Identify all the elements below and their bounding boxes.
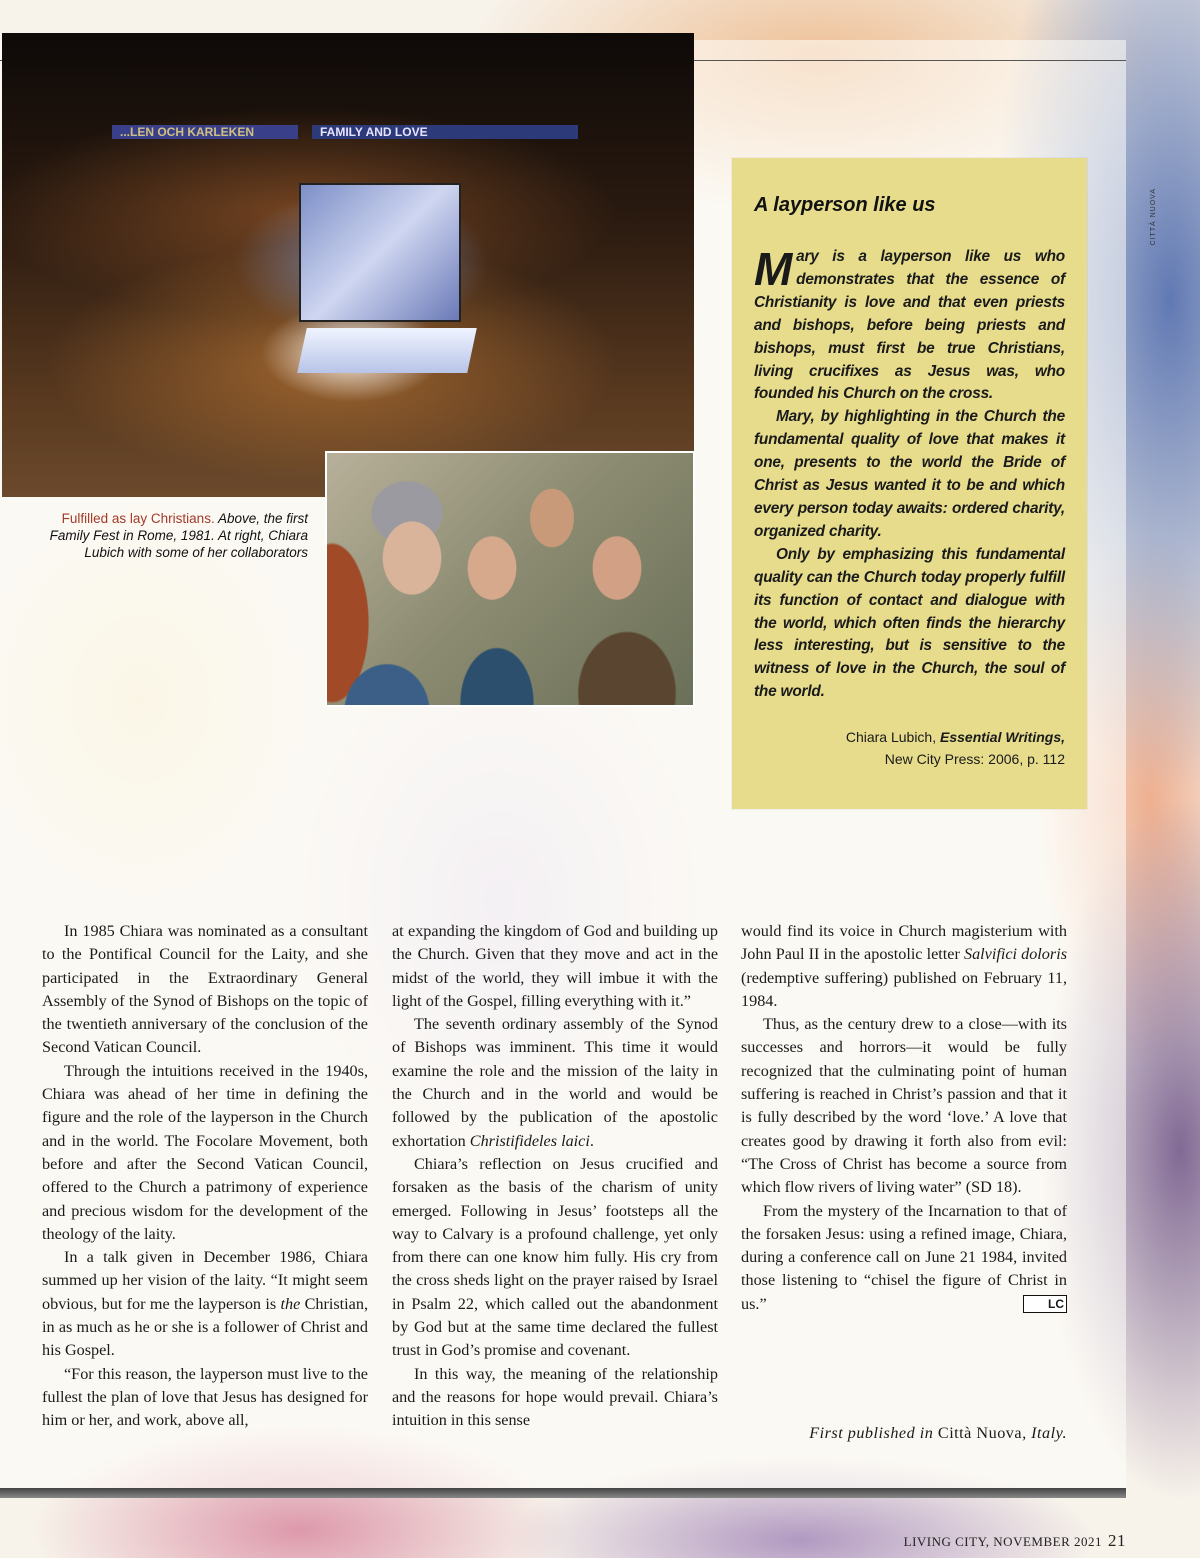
paragraph: Thus, as the century drew to a close—with its successes and horrors—it would be fully recognized that the culminating point of human suffering is reached in Christ’s passion and that it is fully described by the word ‘love.’ A love that creates good by drawing it forth also from evil: “The Cross of Christ has become a source from which flow rivers of living water” (SD 18). [741,1015,1067,1197]
article-column-2 [392,920,718,1433]
paragraph: In a talk given in December 1986, Chiara summed up her vision of the laity. “It might seem obvious, but for me the layperson is the Christian, in as much as he or she is a follower of Christ and his Gospel. [42,1248,368,1360]
sidebar-paragraph-2: Mary, by highlighting in the Church the fundamental quality of love that makes it one, presents to the world the Bride of Christ as Jesus wanted it to be and which every person today awaits: ordered charity, organized charity. [754,408,1065,540]
sidebar-paragraph-1: ary is a layperson like us who demonstrates that the essence of Christianity is love and that even priests and bishops, before being priests and bishops, must first be true Christians, living crucifixes as Jesus was, who founded his Church on the cross. [754,248,1065,403]
end-mark-logo: LC [1023,1295,1067,1313]
photo-credit: CITTÀ NUOVA [1150,188,1157,246]
paragraph: would find its voice in Church magisterium with John Paul II in the apostolic letter Salvifici doloris (redemptive suffering) published on February 11, 1984. [741,922,1067,1010]
paragraph: at expanding the kingdom of God and building up the Church. Given that they move and act in the midst of the world, they will imbue it with the light of the Gospel, filling everything with it.” [392,922,718,1010]
sidebar-quote [754,243,1065,704]
source-publisher: New City Press: 2006, p. 112 [884,751,1065,767]
page-footer [904,1531,1126,1551]
sidebar-source [846,726,1065,770]
arena-banner-main: FAMILY AND LOVE [312,125,578,139]
sidebar-box [732,158,1087,809]
chiara-lubich-collaborators-photo [325,451,695,707]
bottom-rule [0,1488,1126,1498]
caption-text: Above, the first Family Fest in Rome, 1981. At right, Chiara Lubich with some of her collaborators [49,511,308,560]
article-column-3 [741,920,1067,1316]
paragraph: Chiara’s reflection on Jesus crucified and forsaken as the basis of the charism of unity emerged. Following in Jesus’ footsteps all the way to Calvary is a profound challenge, yet only from there can one know him fully. His cry from the cross sheds light on the prayer raised by Israel in Psalm 22, which called out the abandonment by God but at the same time declared the fullest trust in God’s promise and covenant. [392,1154,718,1360]
arena-stage [297,328,477,373]
drop-cap: M [754,243,793,295]
arena-banner-left: ...LEN OCH KARLEKEN [112,125,298,139]
photo-caption [40,510,308,561]
source-title: Essential Writings, [940,729,1065,745]
running-title: LIVING CITY, NOVEMBER 2021 [903,1534,1102,1549]
sidebar-paragraph-3: Only by emphasizing this fundamental quality can the Church today properly fulfill its function of contact and dialogue with the world, which often finds the hierarchy less interesting, but is sensitive to the witness of love in the Church, the soul of the world. [754,545,1065,701]
paragraph: From the mystery of the Incarnation to that of the forsaken Jesus: using a refined image, Chiara, during a conference call on June 21 1984, invited those listening to “chisel the figure of Christ in us.” LC [741,1201,1067,1313]
paragraph: “For this reason, the layperson must live to the fullest the plan of love that Jesus has designed for him or her, and work, above all, [42,1364,368,1430]
arena-video-screen [299,183,461,322]
source-author: Chiara Lubich, [845,729,940,745]
paragraph: In 1985 Chiara was nominated as a consultant to the Pontifical Council for the Laity, and she participated in the Extraordinary General Assembly of the Synod of Bishops on the topic of the twentieth anniversary of the conclusion of the Second Vatican Council. [42,922,368,1057]
page-number: 21 [1108,1531,1126,1550]
paragraph: Through the intuitions received in the 1940s, Chiara was ahead of her time in defining the figure and the role of the layperson in the Church and in the world. The Focolare Movement, both before and after the Second Vatican Council, offered to the Church a patrimony of experience and precious wisdom for the development of the theology of the laity. [42,1061,368,1243]
paragraph: In this way, the meaning of the relationship and the reasons for hope would prevail. Chiara’s intuition in this sense [392,1364,718,1430]
caption-lead: Fulfilled as lay Christians. [61,511,215,526]
sidebar-title: A layperson like us [754,194,936,216]
paragraph: The seventh ordinary assembly of the Synod of Bishops was imminent. This time it would examine the role and the mission of the laity in the Church and in the world and would be followed by the publication of the apostolic exhortation Christifideles laici. [392,1015,718,1150]
family-fest-arena-photo [2,33,694,497]
publication-note: First published in Città Nuova, Italy. [809,1424,1067,1442]
article-column-1 [42,920,368,1433]
